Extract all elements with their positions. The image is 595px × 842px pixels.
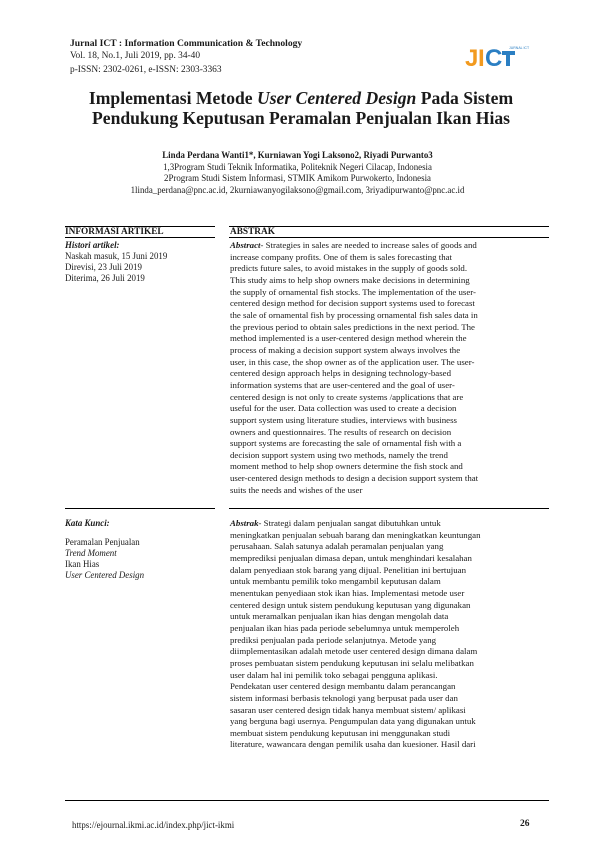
article-history <box>65 240 215 284</box>
abstract-line: prediksi penjualan pada periode selanjutnya. Metode yang <box>230 634 437 645</box>
abstract-line: moment method to help shop owners determine the fish stock and <box>230 461 463 472</box>
abstract-line: centered design untuk sistem pendukung keputusan yang digunakan <box>230 599 471 610</box>
abstract-line: information systems that are user-centered and the goal of user- <box>230 379 455 390</box>
info-header: INFORMASI ARTIKEL <box>65 227 164 237</box>
svg-text:I: I <box>478 45 485 72</box>
abstract-en-lead: Abstract- <box>230 240 264 250</box>
svg-text:J: J <box>465 45 479 72</box>
abstract-line: user-centered design methods to design a decision support system that <box>230 473 479 484</box>
revised-date: Direvisi, 23 Juli 2019 <box>65 262 142 272</box>
abstract-top-rule <box>229 226 549 227</box>
page-number: 26 <box>520 819 530 829</box>
title-line2: Pendukung Keputusan Peramalan Penjualan Ikan Hias <box>92 108 510 128</box>
journal-name: Jurnal ICT : Information Communication & Technology <box>70 38 303 49</box>
abstract-line: increase company profits. One of them is sales forecasting that <box>230 251 453 262</box>
info-mid-rule <box>65 508 215 509</box>
info-header-rule <box>65 237 215 238</box>
abstract-header: ABSTRAK <box>230 227 275 237</box>
abstract-line: untuk meramalkan penjualan ikan hias dengan mengolah data <box>230 611 449 622</box>
abstract-line: predicts future sales, to avoid mistakes in the supply of goods sold. <box>230 263 468 274</box>
abstract-line: literature, wawancara dengan pemilik usaha dan kuesioner. Hasil dari <box>230 739 476 750</box>
title-italic: User Centered Design <box>257 88 417 108</box>
accepted-date: Diterima, 26 Juli 2019 <box>65 273 145 283</box>
abstract-line: perusahaan. Salah satunya adalah peramalan penjualan yang <box>230 541 444 552</box>
abstract-line: meningkatkan penjualan sebuah barang dan meningkatkan keuntungan <box>230 529 481 540</box>
keyword-item: Trend Moment <box>65 548 117 558</box>
journal-volume: Vol. 18, No.1, Juli 2019, pp. 34-40 <box>70 51 201 61</box>
abstract-line: method implemented is a user-centered design method wherein the <box>230 333 467 344</box>
abstract-line: dalam penyediaan stok barang yang dijual. Penelitian ini bertujuan <box>230 564 467 575</box>
abstract-line: centered design is not only to create systems /applications that are <box>230 391 464 402</box>
abstract-line: untuk membantu pemilik toko mengambil keputusan dalam <box>230 576 441 587</box>
title-part2: Pada Sistem <box>416 88 514 108</box>
abstract-line: centered design approach helps in designing technology-based <box>230 368 452 379</box>
abstract-line: diimplementasikan adalah metode user centered design dimana dalam <box>230 646 478 657</box>
paper-title <box>56 88 546 128</box>
footer-url[interactable]: https://ejournal.ikmi.ac.id/index.php/jict-ikmi <box>72 820 235 830</box>
keywords-block <box>65 518 215 581</box>
abstract-indonesian <box>230 518 515 751</box>
author-names: Linda Perdana Wanti1*, Kurniawan Yogi Laksono2, Riyadi Purwanto3 <box>162 150 433 160</box>
abstract-line: membuat sistem pendukung keputusan ini menggunakan studi <box>230 727 451 738</box>
journal-logo <box>465 42 530 72</box>
abstract-line: the sale of ornamental fish by processing ornamental fish sales data in <box>230 309 478 320</box>
keyword-item: User Centered Design <box>65 570 145 580</box>
abstract-line: decision support system using two methods, namely the trend <box>230 449 448 460</box>
abstract-line: the previous period to obtain sales predictions in the next period. The <box>230 321 475 332</box>
abstract-line: centered design method for decision support systems used to forecast <box>230 298 475 309</box>
page-bottom-rule <box>65 800 549 801</box>
abstract-line: sasaran user centered design tidak hanya membuat sistem/ aplikasi <box>230 704 466 715</box>
jict-logo-icon <box>465 42 530 72</box>
keywords-label: Kata Kunci: <box>65 518 110 528</box>
affiliation-1: 1,3Program Studi Teknik Informatika, Politeknik Negeri Cilacap, Indonesia <box>163 161 432 172</box>
keyword-item: Ikan Hias <box>65 559 100 569</box>
abstract-line: Abstract- Strategies in sales are needed to increase sales of goods and <box>230 240 477 250</box>
abstract-header-rule <box>229 237 549 238</box>
abstract-line: menentukan penyediaan stok ikan hias. Implementasi metode user <box>230 587 465 598</box>
title-part1: Implementasi Metode <box>88 88 257 108</box>
abstract-line: memprediksi penjualan dimasa depan, untuk menghindari kesalahan <box>230 552 472 563</box>
journal-issn: p-ISSN: 2302-0261, e-ISSN: 2303-3363 <box>70 64 222 75</box>
abstract-line: proses pembuatan sistem pendukung keputusan ini selalu melibatkan <box>230 657 474 668</box>
abstract-line: suits the needs and wishes of the user <box>230 484 363 495</box>
abstract-line: Pendekatan user centered design membantu dalam perancangan <box>230 681 456 692</box>
abstract-line: useful for the user. Data collection was used to create a decision <box>230 403 457 414</box>
abstract-english <box>230 240 515 496</box>
abstract-mid-rule <box>229 508 549 509</box>
svg-text:JURNAL ICT: JURNAL ICT <box>509 46 530 50</box>
journal-header <box>70 37 390 77</box>
abstract-line: sistem informasi berbasis teknologi yang berpusat pada user dan <box>230 692 458 703</box>
history-label: Histori artikel: <box>65 240 120 250</box>
abstract-id-lead: Abstrak- <box>230 518 262 528</box>
abstract-line: penjualan ikan hias pada periode sebelumnya untuk memperoleh <box>230 622 460 633</box>
abstract-line: user, in this case, the shop owner as of the application user. The user- <box>230 356 475 367</box>
abstract-line: owners and questionnaires. The results of research on decision <box>230 426 452 437</box>
abstract-line: process of making a decision support system always involves the <box>230 344 461 355</box>
abstract-line: support system using literature studies, interviews with business <box>230 414 457 425</box>
affiliation-2: 2Program Studi Sistem Informasi, STMIK Amikom Purwokerto, Indonesia <box>164 173 431 183</box>
abstract-line: the supply of ornamental fish stocks. The implementation of the user- <box>230 286 477 297</box>
abstract-line: This study aims to help shop owners make decisions in determining <box>230 274 470 285</box>
received-date: Naskah masuk, 15 Juni 2019 <box>65 251 168 261</box>
svg-text:C: C <box>485 45 503 72</box>
abstract-line: yang berguna bagi usernya. Pengumpulan data yang digunakan untuk <box>230 716 476 727</box>
keyword-item: Peramalan Penjualan <box>65 537 140 547</box>
author-block <box>60 150 535 196</box>
author-emails: 1linda_perdana@pnc.ac.id, 2kurniawanyogilaksono@gmail.com, 3riyadipurwanto@pnc.ac.id <box>130 184 465 195</box>
abstract-line: support systems are forecasting the sale of ornamental fish with a <box>230 438 462 449</box>
abstract-line: Abstrak- Strategi dalam penjualan sangat dibutuhkan untuk <box>230 518 441 528</box>
abstract-line: user dalam hal ini pemilik toko sebagai pengguna aplikasi. <box>230 669 438 680</box>
